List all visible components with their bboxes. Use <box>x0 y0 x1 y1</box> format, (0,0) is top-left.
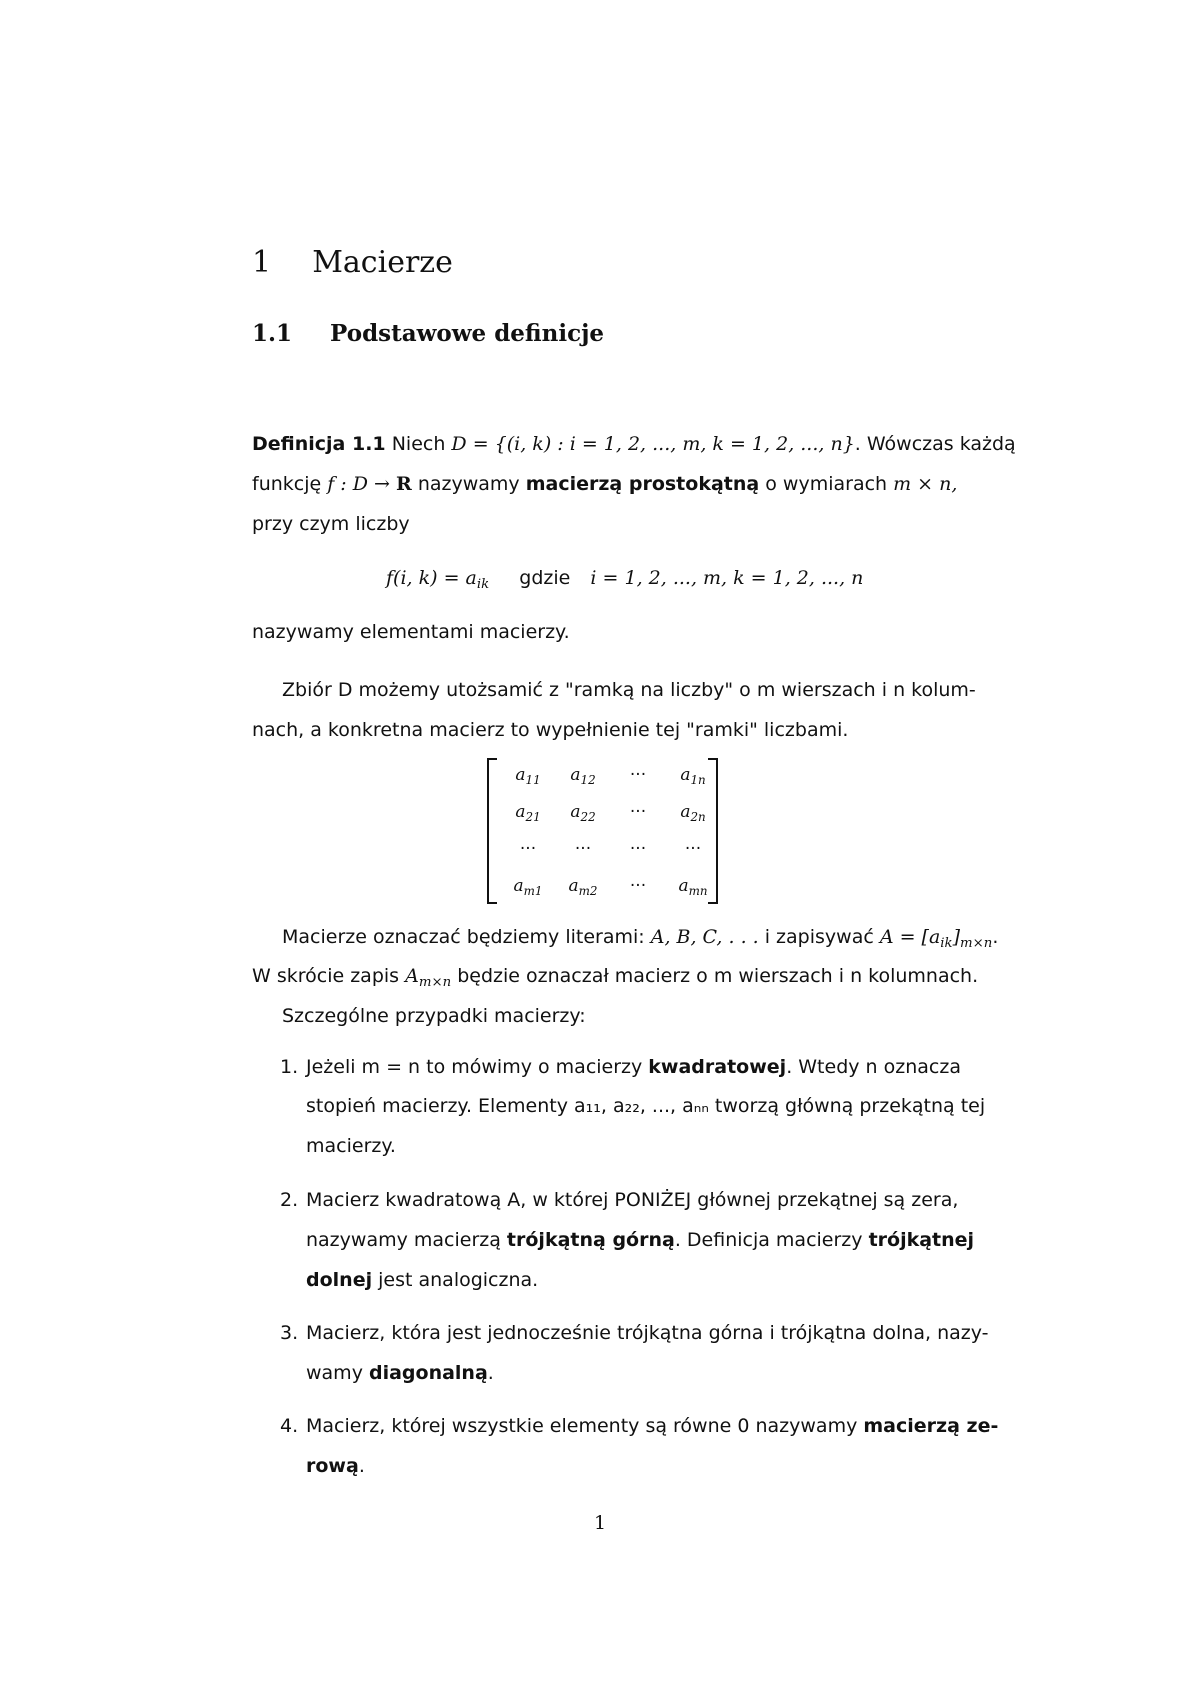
matrix-cell-index: m1 <box>523 884 543 898</box>
text: W skrócie zapis <box>252 965 406 987</box>
list-item-3-line-1 <box>306 1321 989 1345</box>
matrix-cell-index: m2 <box>578 884 598 898</box>
text: Macierz, której wszystkie elementy są równe 0 nazywamy <box>306 1415 864 1437</box>
matrix-cell-index: 2n <box>690 810 706 824</box>
subsection-number: 1.1 <box>252 320 293 347</box>
math-dimensions: m × n, <box>893 473 958 495</box>
paragraph-1-line-2 <box>252 718 848 742</box>
term-lower: dolnej <box>306 1269 373 1291</box>
math-notation: A = [a <box>879 926 941 948</box>
matrix-cell <box>502 765 554 785</box>
text: . <box>358 1455 365 1477</box>
text: . <box>992 926 999 948</box>
list-item-2-number: 2. <box>280 1189 299 1211</box>
math-letters: A, B, C, . . . <box>650 926 759 948</box>
text: Macierz, która jest jednocześnie trójkątna górna i trójkątna dolna, nazy- <box>306 1322 989 1344</box>
list-item-4-number: 4. <box>280 1415 299 1437</box>
matrix-cell <box>502 839 554 859</box>
matrix-cell-base: a <box>513 876 524 896</box>
section-heading <box>252 245 453 280</box>
list-item-4-line-1 <box>306 1414 999 1438</box>
list-item-1-line-2 <box>306 1094 986 1118</box>
matrix-cell-index: 11 <box>525 773 541 787</box>
paragraph-1-line-1 <box>282 678 976 702</box>
cases-intro <box>282 1004 586 1028</box>
matrix-cell <box>612 876 664 896</box>
text: . Wtedy n oznacza <box>786 1056 961 1078</box>
list-item-3-number: 3. <box>280 1322 299 1344</box>
matrix-cell <box>502 876 554 896</box>
matrix-cell <box>502 802 554 822</box>
section-number: 1 <box>252 245 272 280</box>
definition-line-4 <box>252 620 570 644</box>
text: nach, a konkretna macierz to wypełnienie tej "ramki" liczbami. <box>252 719 849 741</box>
formula-left: f(i, k) = a <box>386 567 477 589</box>
math-function: f : D → <box>327 473 396 495</box>
term-zero-matrix: macierzą ze- <box>863 1415 999 1437</box>
matrix-cell-base: ··· <box>629 876 647 896</box>
text: Macierz kwadratową A, w której PONIŻEJ głównej przekątnej są zera, <box>306 1189 959 1211</box>
matrix-cell <box>667 765 719 785</box>
matrix-cell <box>612 765 664 785</box>
matrix-cell-base: ··· <box>519 839 537 859</box>
definition-line-2 <box>252 472 957 496</box>
text: Niech <box>391 433 452 455</box>
text: o wymiarach <box>759 473 894 495</box>
matrix-cell-index: 1n <box>690 773 706 787</box>
term-triangular: trójkątnej <box>868 1229 975 1251</box>
term-rectangular-matrix: macierzą prostokątną <box>525 473 760 495</box>
definition-line-1 <box>252 432 1016 456</box>
matrix-cell-base: a <box>515 765 526 785</box>
definition-line-3 <box>252 512 410 536</box>
paragraph-2-line-2 <box>252 964 978 988</box>
subsection-heading <box>252 320 604 347</box>
formula-subscript: ik <box>476 577 490 592</box>
definition-formula <box>386 566 863 590</box>
text: stopień macierzy. Elementy a₁₁, a₂₂, ..., aₙₙ tworzą główną przekątną tej <box>306 1095 986 1117</box>
text: Zbiór D możemy utożsamić z "ramką na liczby" o m wierszach i n kolum- <box>282 679 976 701</box>
matrix-cell <box>557 839 609 859</box>
text: Jeżeli m = n to mówimy o macierzy <box>306 1056 649 1078</box>
list-item-2-line-3 <box>306 1268 538 1292</box>
math-set-d: D = {(i, k) : i = 1, 2, ..., m, k = 1, 2, ..., n} <box>451 433 855 455</box>
list-item-2-line-2 <box>306 1228 975 1252</box>
matrix-cell-base: a <box>680 802 691 822</box>
page-number: 1 <box>594 1512 607 1534</box>
math-subscript-dims: m×n <box>418 975 452 990</box>
matrix-cell <box>612 839 664 859</box>
math-reals: R <box>395 473 412 495</box>
list-item-3-line-2 <box>306 1361 494 1385</box>
matrix-cell-base: a <box>570 802 581 822</box>
matrix-cell-base: a <box>515 802 526 822</box>
formula-right: i = 1, 2, ..., m, k = 1, 2, ..., n <box>590 567 864 589</box>
matrix-cell-base: ··· <box>629 839 647 859</box>
matrix-cell <box>557 765 609 785</box>
text: Macierze oznaczać będziemy literami: <box>282 926 651 948</box>
text: . Definicja macierzy <box>674 1229 869 1251</box>
list-item-1-line-3 <box>306 1134 396 1158</box>
text: . <box>487 1362 494 1384</box>
matrix-cell <box>557 876 609 896</box>
matrix-cell <box>612 802 664 822</box>
matrix-cell <box>667 876 719 896</box>
math-a: A <box>405 965 419 987</box>
math-subscript: ik <box>940 936 953 951</box>
matrix-cell-index: 12 <box>580 773 596 787</box>
text: Szczególne przypadki macierzy: <box>282 1005 586 1027</box>
text: nazywamy elementami macierzy. <box>252 621 570 643</box>
matrix-cell-index: 21 <box>525 810 541 824</box>
term-zero: rową <box>306 1455 359 1477</box>
term-upper-triangular: trójkątną górną <box>506 1229 675 1251</box>
matrix-left-bracket <box>487 758 497 904</box>
text: przy czym liczby <box>252 513 410 535</box>
definition-label: Definicja 1.1 <box>252 433 386 455</box>
term-square: kwadratowej <box>648 1056 787 1078</box>
list-item-2-line-1 <box>306 1188 959 1212</box>
formula-where: gdzie <box>519 567 571 589</box>
matrix-cell-base: ··· <box>629 765 647 785</box>
matrix-cell-base: a <box>568 876 579 896</box>
matrix-cell-index: 22 <box>580 810 596 824</box>
matrix-cell <box>667 802 719 822</box>
matrix-cell-base: a <box>680 765 691 785</box>
math-subscript-dims: m×n <box>960 936 993 951</box>
text: będzie oznaczał macierz o m wierszach i n kolumnach. <box>451 965 979 987</box>
text: . Wówczas każdą <box>854 433 1016 455</box>
subsection-title: Podstawowe definicje <box>330 320 605 347</box>
text: jest analogiczna. <box>372 1269 539 1291</box>
text: macierzy. <box>306 1135 396 1157</box>
matrix-cell <box>667 839 719 859</box>
matrix-cell-base: ··· <box>629 802 647 822</box>
matrix-cell-base: a <box>570 765 581 785</box>
term-diagonal: diagonalną <box>368 1362 488 1384</box>
list-item-1-number: 1. <box>280 1056 299 1078</box>
paragraph-2-line-1 <box>282 925 998 949</box>
section-title: Macierze <box>312 245 453 280</box>
text: i zapisywać <box>758 926 880 948</box>
list-item-4-line-2 <box>306 1454 365 1478</box>
text: wamy <box>306 1362 369 1384</box>
matrix-cell-base: a <box>678 876 689 896</box>
matrix-cell-base: ··· <box>684 839 702 859</box>
list-item-1-line-1 <box>306 1055 961 1079</box>
text: funkcję <box>252 473 328 495</box>
text: nazywamy macierzą <box>306 1229 507 1251</box>
text: nazywamy <box>411 473 526 495</box>
matrix-cell-index: mn <box>688 884 708 898</box>
matrix-cell <box>557 802 609 822</box>
math-bracket: ] <box>952 926 961 948</box>
matrix-cell-base: ··· <box>574 839 592 859</box>
